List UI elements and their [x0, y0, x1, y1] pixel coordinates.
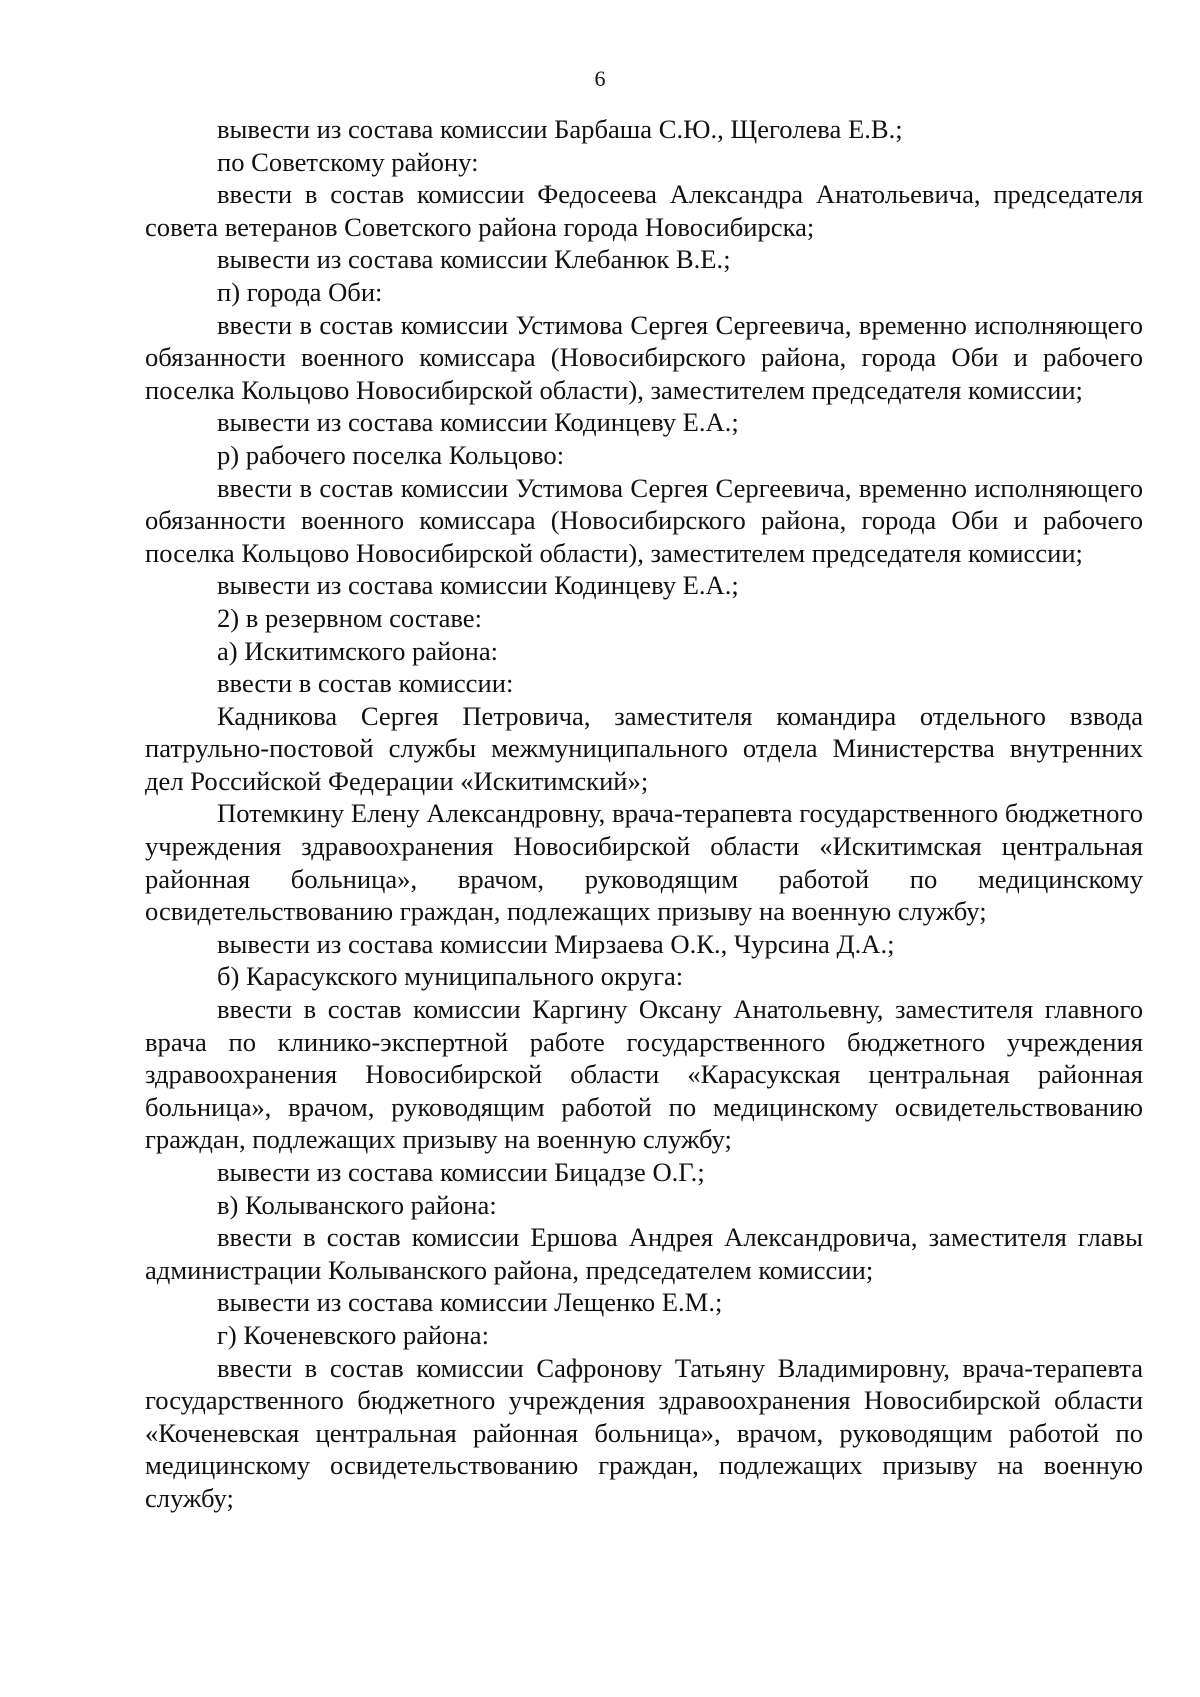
paragraph: вывести из состава комиссии Лещенко Е.М.; [217, 1287, 723, 1318]
paragraph: а) Искитимского района: [217, 635, 499, 666]
paragraph: в) Колыванского района: [217, 1189, 497, 1220]
paragraph: б) Карасукского муниципального округа: [217, 961, 684, 992]
paragraph: вывести из состава комиссии Кодинцеву Е.А.; [217, 570, 739, 601]
paragraph: ввести в состав комиссии Сафронову Татьяну Владимировну, врача-терапевта государственного бюджетного учреждения здравоохранения Новосибирской области «Коченевская центральная районная больница», врачом, руководящим работой по медицинскому освидетельствованию граждан, подлежащих призыву на военную службу; [145, 1352, 1143, 1513]
paragraph: ввести в состав комиссии Каргину Оксану Анатольевну, заместителя главного врача по клинико-экспертной работе государственного бюджетного учреждения здравоохранения Новосибирской области «Карасукская центральная районная больница», врачом, руководящим работой по медицинскому освидетельствованию граждан, подлежащих призыву на военную службу; [145, 994, 1143, 1155]
paragraph: р) рабочего поселка Кольцово: [217, 439, 565, 470]
paragraph: 2) в резервном составе: [217, 602, 483, 633]
paragraph: по Советскому району: [217, 146, 479, 177]
paragraph: вывести из состава комиссии Бицадзе О.Г.; [217, 1157, 705, 1187]
paragraph: Кадникова Сергея Петровича, заместителя командира отдельного взвода патрульно-постовой службы межмуниципального отдела Министерства внутренних дел Российской Федерации «Искитимский»; [145, 700, 1143, 796]
paragraph: ввести в состав комиссии Федосеева Александра Анатольевича, председателя совета ветеранов Советского района города Новосибирска; [145, 179, 1143, 242]
paragraph: ввести в состав комиссии Ершова Андрея Александровича, заместителя главы администрации Колыванского района, председателем комиссии; [145, 1222, 1143, 1285]
page-number: 6 [594, 66, 606, 91]
paragraph: ввести в состав комиссии Устимова Сергея Сергеевича, временно исполняющего обязанности военного комиссара (Новосибирского района, города Оби и рабочего поселка Кольцово Новосибирской области), заместителем председателя комиссии; [145, 309, 1143, 405]
paragraph: г) Коченевского района: [217, 1319, 489, 1350]
paragraph: ввести в состав комиссии Устимова Сергея Сергеевича, временно исполняющего обязанности военного комиссара (Новосибирского района, города Оби и рабочего поселка Кольцово Новосибирской области), заместителем председателя комиссии; [145, 472, 1143, 568]
paragraph: вывести из состава комиссии Барбаша С.Ю., Щеголева Е.В.; [217, 114, 903, 144]
paragraph: вывести из состава комиссии Мирзаева О.К., Чурсина Д.А.; [217, 928, 895, 959]
paragraph: Потемкину Елену Александровну, врача-терапевта государственного бюджетного учреждения здравоохранения Новосибирской области «Искитимская центральная районная больница», врачом, руководящим работой по медицинскому освидетельствованию граждан, подлежащих призыву на военную службу; [145, 798, 1143, 927]
paragraph: вывести из состава комиссии Клебанюк В.Е.; [217, 244, 731, 275]
document-body [145, 113, 1143, 1515]
paragraph: вывести из состава комиссии Кодинцеву Е.А.; [217, 407, 739, 438]
paragraph: ввести в состав комиссии: [217, 668, 514, 699]
paragraph: п) города Оби: [217, 276, 383, 307]
